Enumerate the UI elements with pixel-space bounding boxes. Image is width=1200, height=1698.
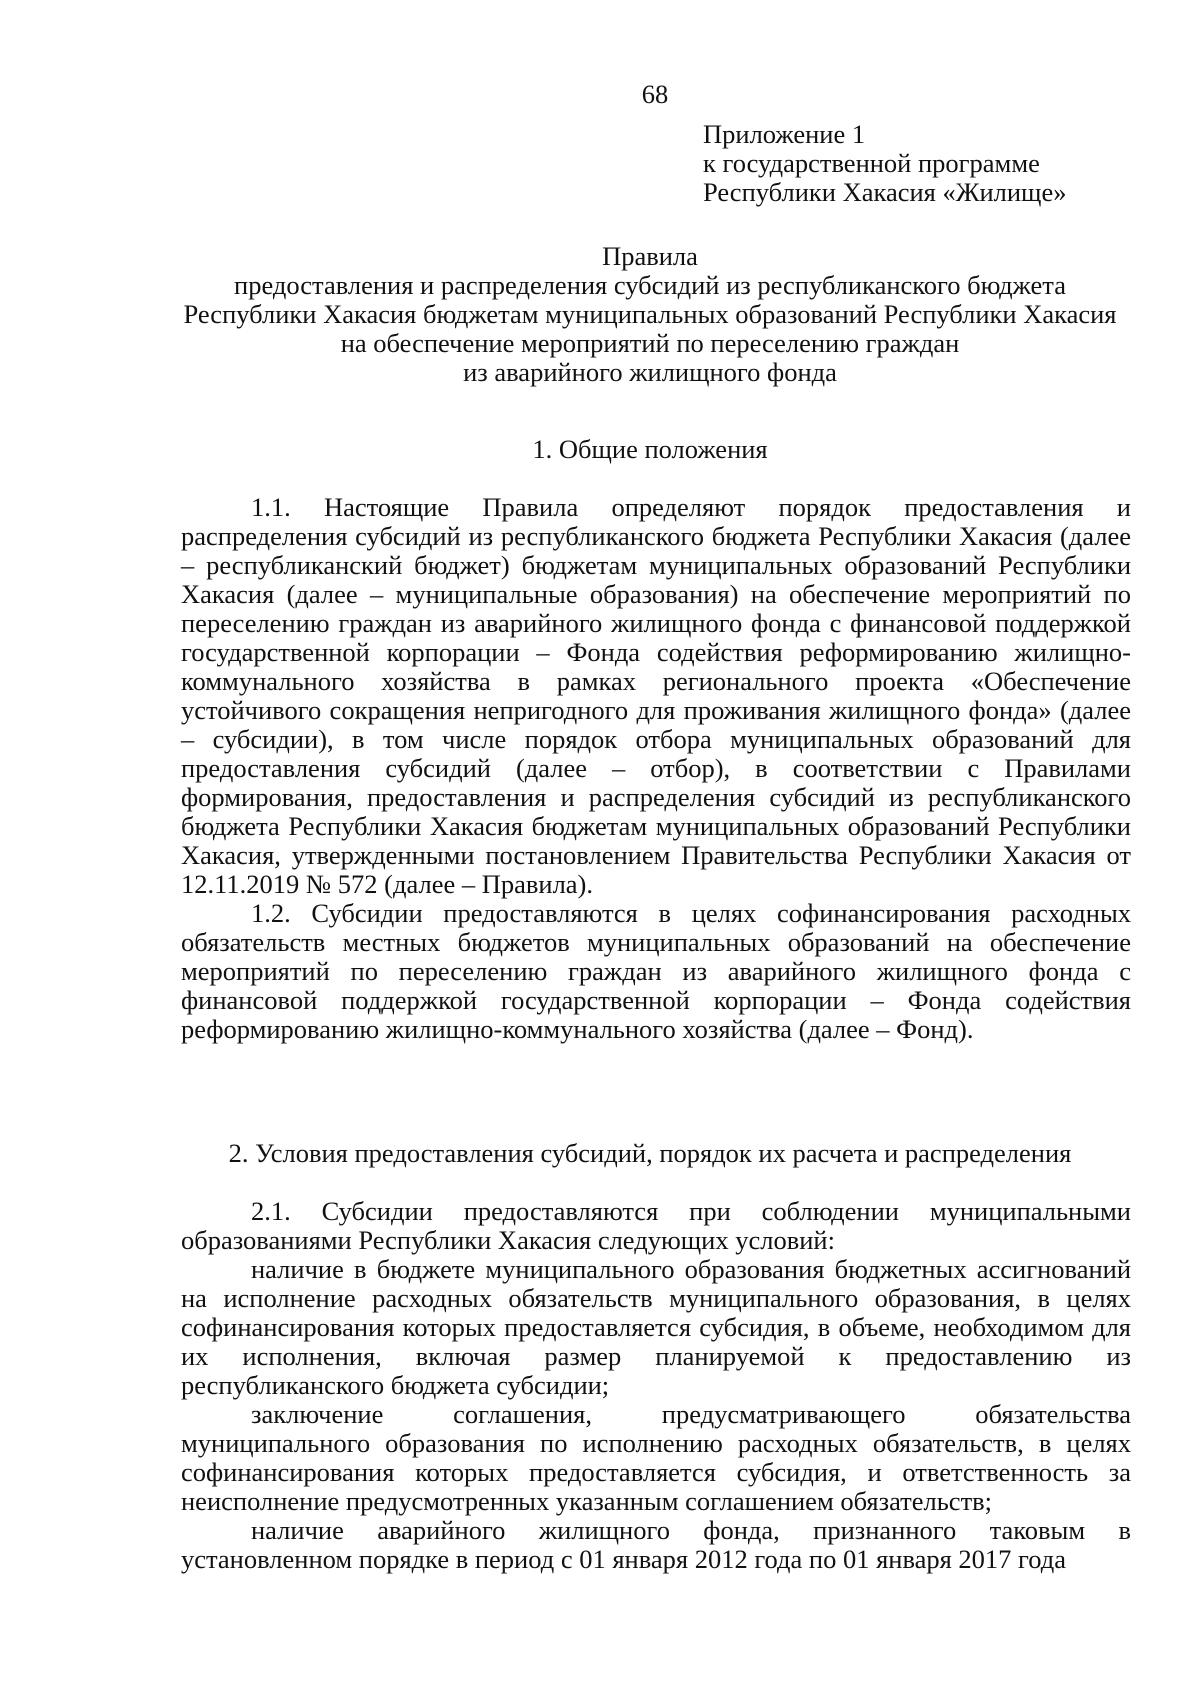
section-2-body [181,1197,1131,1574]
paragraph-2-1: 2.1. Субсидии предоставляются при соблюдении муниципальными образованиями Республики Хакасия следующих условий: [181,1196,1131,1255]
title-line: Правила [602,241,698,271]
section-1-body [181,493,1131,1044]
title-line: предоставления и распределения субсидий из республиканского бюджета [234,270,1066,300]
title-line: на обеспечение мероприятий по переселению граждан [340,328,960,358]
appendix-line: к государственной программе [703,148,1040,178]
section-2-heading: 2. Условия предоставления субсидий, порядок их расчета и распределения [228,1138,1072,1168]
paragraph-condition-housing: наличие аварийного жилищного фонда, признанного таковым в установленном порядке в период с 01 января 2012 года по 01 января 2017 года [181,1515,1131,1574]
appendix-line: Приложение 1 [703,119,866,149]
appendix-line: Республики Хакасия «Жилище» [703,177,1067,207]
document-title [170,242,1130,387]
paragraph-1-2: 1.2. Субсидии предоставляются в целях софинансирования расходных обязательств местных бюджетов муниципальных образований на обеспечение мероприятий по переселению граждан из аварийного жилищного фонда с финансовой поддержкой государственной корпорации – Фонда содействия реформированию жилищно-коммунального хозяйства (далее – Фонд). [181,898,1131,1044]
paragraph-condition-budget: наличие в бюджете муниципального образования бюджетных ассигнований на исполнение расходных обязательств муниципального образования, в целях софинансирования которых предоставляется субсидия, в объеме, необходимом для их исполнения, включая размер планируемой к предоставлению из республиканского бюджета субсидии; [181,1254,1131,1400]
title-line: из аварийного жилищного фонда [463,357,837,387]
page-number: 68 [641,79,669,109]
paragraph-1-1: 1.1. Настоящие Правила определяют порядок предоставления и распределения субсидий из республиканского бюджета Республики Хакасия (далее – республиканский бюджет) бюджетам муниципальных образований Республики Хакасия (далее – муниципальные образования) на обеспечение мероприятий по переселению граждан из аварийного жилищного фонда с финансовой поддержкой государственной корпорации – Фонда содействия реформированию жилищно-коммунального хозяйства в рамках регионального проекта «Обеспечение устойчивого сокращения непригодного для проживания жилищного фонда» (далее – субсидии), в том числе порядок отбора муниципальных образований для предоставления субсидий (далее – отбор), в соответствии с Правилами формирования, предоставления и распределения субсидий из республиканского бюджета Республики Хакасия бюджетам муниципальных образований Республики Хакасия, утвержденными постановлением Правительства Республики Хакасия от 12.11.2019 № 572 (далее – Правила). [181,492,1131,899]
appendix-note [703,120,1163,207]
title-line: Республики Хакасия бюджетам муниципальных образований Республики Хакасия [183,299,1117,329]
paragraph-condition-agreement: заключение соглашения, предусматривающего обязательства муниципального образования по исполнению расходных обязательств, в целях софинансирования которых предоставляется субсидия, и ответственность за неисполнение предусмотренных указанным соглашением обязательств; [181,1399,1131,1516]
section-1-heading: 1. Общие положения [532,434,768,464]
